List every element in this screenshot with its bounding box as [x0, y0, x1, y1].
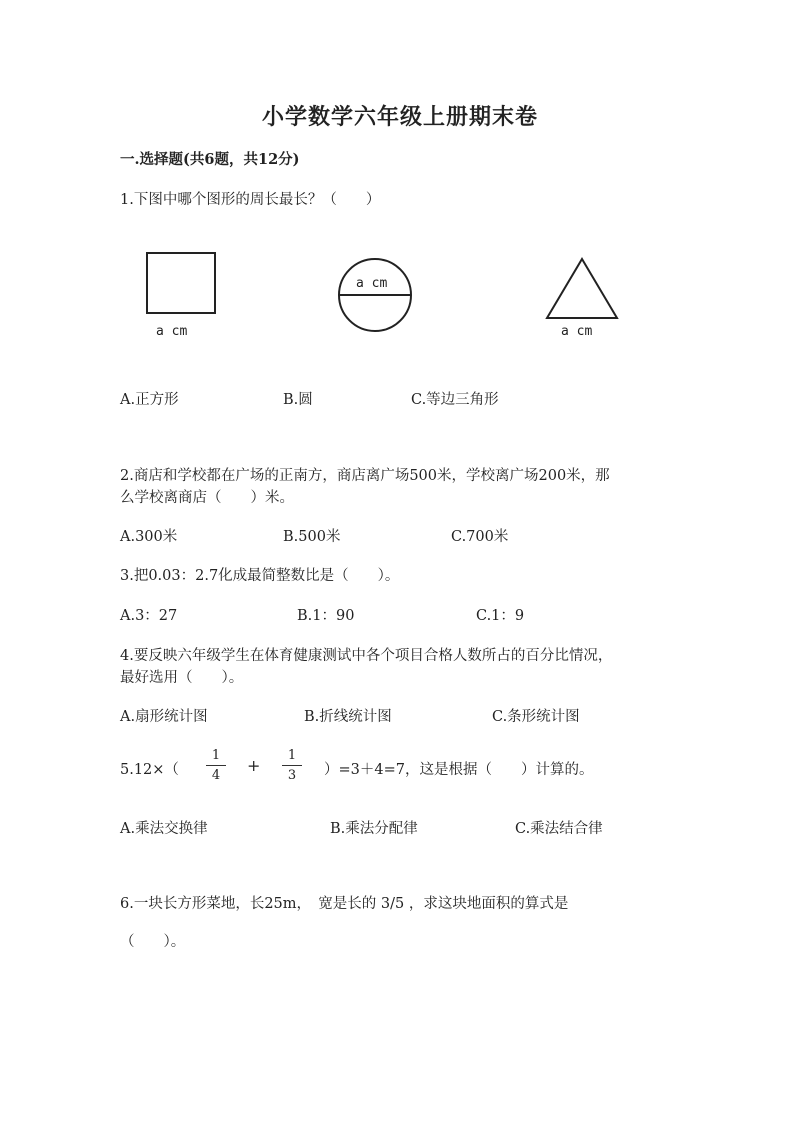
circle-diameter-label: a cm: [356, 276, 388, 291]
section-heading: 一.选择题(共6题，共12分): [120, 151, 300, 168]
fraction-one-third: [282, 748, 302, 783]
page-title: 小学数学六年级上册期末卷: [261, 104, 538, 130]
q4-option-a: A.扇形统计图: [120, 709, 208, 725]
square-side-label: a cm: [156, 324, 188, 339]
question-6-stem-line2: （ ）。: [120, 934, 186, 950]
q1-option-c: C.等边三角形: [411, 392, 499, 408]
question-4-stem-line1: 4.要反映六年级学生在体育健康测试中各个项目合格人数所占的百分比情况，: [120, 648, 613, 664]
fraction-bar: [206, 765, 226, 766]
question-3-stem: 3.把0.03：2.7化成最简整数比是（ ）。: [120, 568, 400, 584]
q2-option-a: A.300米: [120, 529, 178, 545]
q4-option-b: B.折线统计图: [304, 709, 392, 725]
triangle-figure: [545, 257, 619, 325]
q1-option-b: B.圆: [283, 392, 313, 408]
fraction-numerator: 1: [287, 748, 297, 763]
q1-option-a: A.正方形: [120, 392, 179, 408]
question-5-stem-suffix: ）=3＋4=7，这是根据（ ）计算的。: [324, 762, 594, 778]
question-2-stem-line2: 么学校离商店（ ）米。: [120, 490, 294, 506]
fraction-one-quarter: [206, 748, 226, 783]
q3-option-c: C.1：9: [476, 608, 525, 624]
q5-option-c: C.乘法结合律: [515, 821, 603, 837]
q2-option-c: C.700米: [451, 529, 509, 545]
question-5-stem-prefix: 5.12×（: [120, 762, 179, 778]
q5-option-b: B.乘法分配律: [330, 821, 418, 837]
question-4-stem-line2: 最好选用（ ）。: [120, 670, 244, 686]
fraction-denominator: 3: [287, 768, 297, 783]
q5-option-a: A.乘法交换律: [120, 821, 208, 837]
fraction-numerator: 1: [211, 748, 221, 763]
q3-option-b: B.1：90: [297, 608, 355, 624]
circle-figure: [337, 257, 413, 337]
q4-option-c: C.条形统计图: [492, 709, 580, 725]
square-figure: [146, 252, 218, 320]
fraction-denominator: 4: [211, 768, 221, 783]
triangle-side-label: a cm: [561, 324, 593, 339]
question-2-stem-line1: 2.商店和学校都在广场的正南方，商店离广场500米，学校离广场200米，那: [120, 468, 610, 484]
plus-sign: +: [247, 756, 261, 775]
question-1-stem: 1.下图中哪个图形的周长最长？（ ）: [120, 192, 381, 208]
question-6-stem-line1: 6.一块长方形菜地，长25m， 宽是长的 3/5 ，求这块地面积的算式是: [120, 896, 569, 912]
q2-option-b: B.500米: [283, 529, 341, 545]
q3-option-a: A.3：27: [120, 608, 178, 624]
fraction-bar: [282, 765, 302, 766]
